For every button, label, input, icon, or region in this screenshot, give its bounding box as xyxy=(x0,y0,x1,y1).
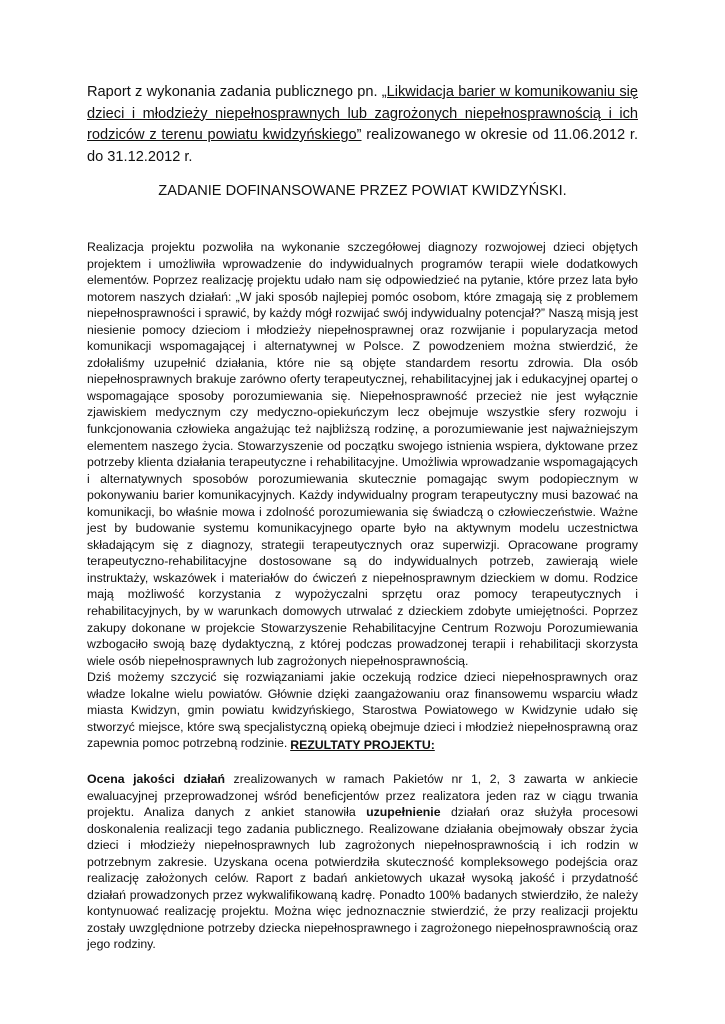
evaluation-part-1: zrealizowanych w ramach Pakietów nr 1, 2, 3 zawarta w ankiecie ewaluacyjnej przeprowadzonej wśród beneficjentów przez realizatora jeden raz w ciągu trwania projektu. Analiza danych z ankiet stanowiła xyxy=(87,772,638,820)
title-intro: Raport z wykonania zadania publicznego pn. xyxy=(87,84,382,100)
evaluation-paragraph xyxy=(87,771,638,953)
results-heading: REZULTATY PROJEKTU: xyxy=(290,738,435,752)
project-name: „Likwidacja barier w komunikowaniu się dzieci i młodzieży niepełnosprawnych lub zagrożonych niepełnosprawnością i ich rodziców z terenu powiatu kwidzyńskiego” xyxy=(87,84,639,143)
report-title xyxy=(87,82,638,168)
evaluation-section xyxy=(87,771,638,953)
evaluation-part-2: działań oraz służyła procesowi doskonalenia realizacji tego zadania publicznego. Realizowane działania obejmowały obszar życia dzieci i młodzieży niepełnosprawnych lub zagrożonych niepełnosprawnością i ich rodzin w potrzebnym zakresie. Uzyskana ocena potwierdziła skuteczność kompleksowego podejścia oraz realizację założonych celów. Raport z badań ankietowych ukazał wysoką jakość i przydatność działań prowadzonych przez wykwalifikowaną kadrę. Ponadto 100% badanych stwierdziło, że należy kontynuować realizację projektu. Można więc jednoznacznie stwierdzić, że przy realizacji projektu zostały uwzględnione potrzeby dziecka niepełnosprawnego i zagrożonego niepełnosprawnością oraz jego rodziny. xyxy=(87,805,638,952)
title-period: realizowanego w okresie od 11.06.2012 r. do 31.12.2012 r. xyxy=(87,127,638,165)
body-paragraph-1: Realizacja projektu pozwoliła na wykonanie szczegółowej diagnozy rozwojowej dzieci objętych projektem i umożliwiła wprowadzenie do indywidualnych programów terapii wiele dodatkowych elementów. Poprzez realizację projektu udało nam się odpowiedzieć na pytanie, które przez lata było motorem naszych działań: „W jaki sposób najlepiej pomóc osobom, które zmagają się z problemem niepełnosprawności i sprawić, by każdy mógł rozwijać swój indywidualny potencjał?” Naszą misją jest niesienie pomocy dzieciom i młodzieży niepełnosprawnej oraz rozwijanie i popularyzacja metod komunikacji wspomagającej i alternatywnej w Polsce. Z powodzeniem można stwierdzić, że zdołaliśmy uzupełnić działania, które nie są objęte standardem resortu zdrowia. Dla osób niepełnosprawnych brakuje zarówno oferty terapeutycznej, rehabilitacyjnej jak i edukacyjnej opartej o wspomagające sposoby porozumiewania się. Niepełnosprawność przecież nie jest wyłącznie zjawiskiem medycznym czy medyczno-opiekuńczym lecz obejmuje wszystkie sfery rozwoju i funkcjonowania człowieka angażując też najbliższą rodzinę, a porozumiewanie jest najważniejszym elementem naszego życia. Stowarzyszenie od początku swojego istnienia wspiera, dyktowane przez potrzeby klienta działania terapeutyczne i rehabilitacyjne. Umożliwia wprowadzanie wspomagających i alternatywnych sposobów porozumiewania skutecznie pomagając swym podopiecznym w pokonywaniu barier komunikacyjnych. Każdy indywidualny program terapeutyczny musi bazować na komunikacji, bo właśnie mowa i zdolność porozumiewania się świadczą o człowieczeństwie. Ważne jest by budowanie systemu komunikacyjnego oparte było na aktywnym modelu uczestnictwa składającym się z diagnozy, strategii terapeutycznych oraz superwizji. Opracowane programy terapeutyczno-rehabilitacyjne dostosowane są do indywidualnych potrzeb, zawierają wiele instruktaży, wskazówek i materiałów do ćwiczeń z niepełnosprawnym dzieckiem w domu. Rodzice mają możliwość korzystania z wypożyczalni sprzętu oraz pomocy terapeutycznych i rehabilitacyjnych, by w warunkach domowych utrwalać z dzieckiem zdobyte umiejętności. Poprzez zakupy dokonane w projekcie Stowarzyszenie Rehabilitacyjne Centrum Rozwoju Porozumiewania wzbogaciło swoją bazę dydaktyczną, z której podczas prowadzonej terapii i rehabilitacji skorzysta wiele osób niepełnosprawnych lub zagrożonych niepełnosprawnością. xyxy=(87,240,638,668)
body-paragraph-2: Dziś możemy szczycić się rozwiązaniami jakie oczekują rodzice dzieci niepełnosprawnych oraz władze lokalne wielu powiatów. Głównie dzięki zaangażowaniu oraz finansowemu wsparciu władz miasta Kwidzyn, gmin powiatu kwidzyńskiego, Starostwa Powiatowego w Kwidzynie udało się stworzyć miejsce, które swą specjalistyczną opieką obejmuje dzieci i młodzież niepełnosprawną oraz zapewnia pomoc potrzebną rodzinie. xyxy=(87,670,638,751)
evaluation-lead: Ocena jakości działań xyxy=(87,772,226,786)
evaluation-bold-term: uzupełnienie xyxy=(366,805,441,820)
funding-statement: ZADANIE DOFINANSOWANE PRZEZ POWIAT KWIDZYŃSKI. xyxy=(158,183,567,199)
body-text xyxy=(87,239,638,752)
